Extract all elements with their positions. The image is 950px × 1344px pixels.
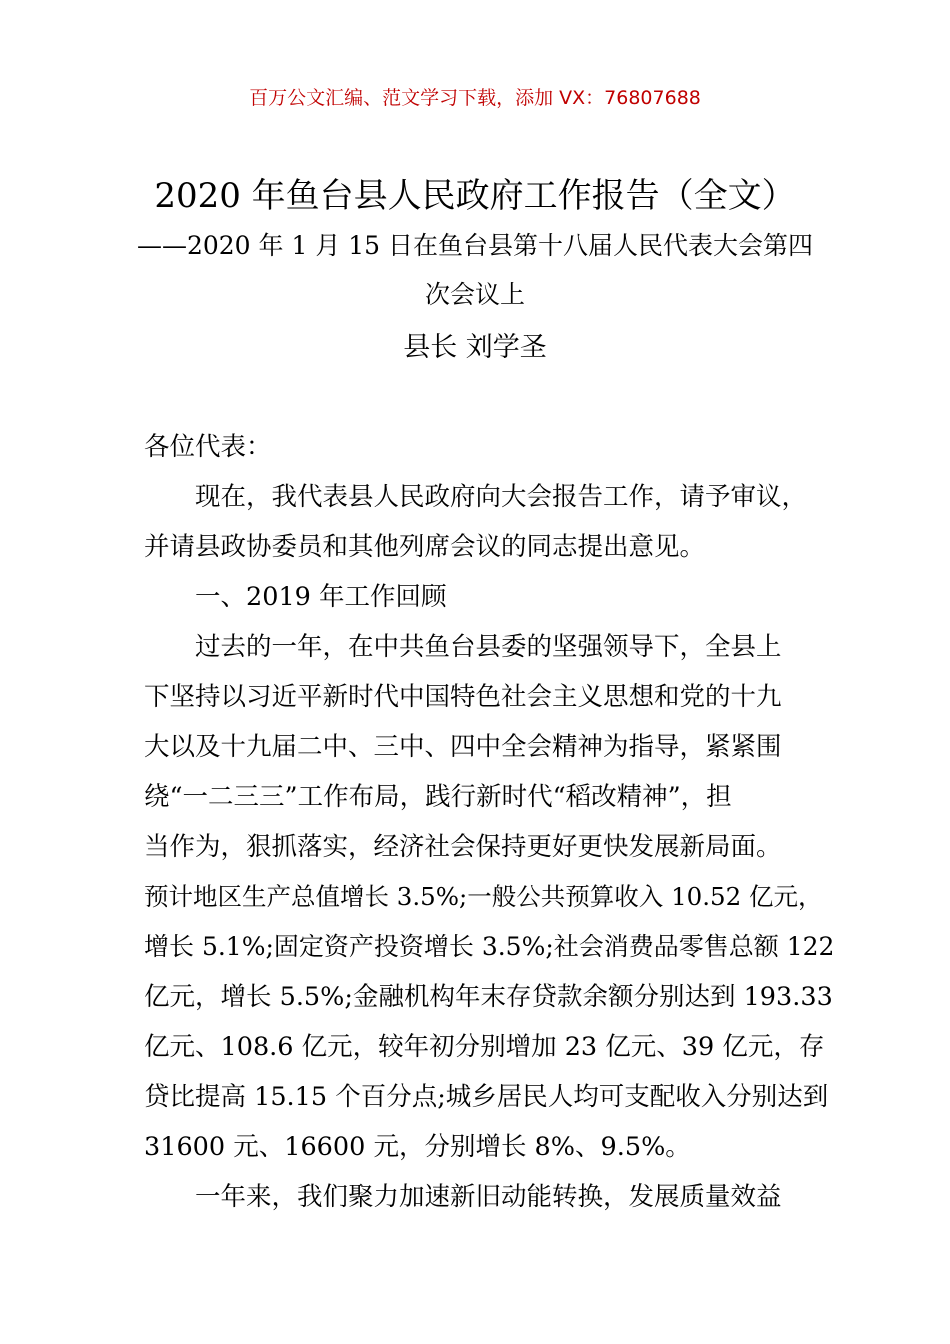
- section-heading-review: [144, 572, 834, 622]
- paragraph-line: 亿元，增长 5.5%;金融机构年末存贷款余额分别达到 193.33: [144, 982, 833, 1012]
- paragraph-intro: [144, 472, 834, 572]
- header-banner: 百万公文汇编、范文学习下载，添加 VX：76807688: [249, 87, 701, 109]
- section-heading-text: 一、2019 年工作回顾: [195, 582, 447, 612]
- paragraph-line: 增长 5.1%;固定资产投资增长 3.5%;社会消费品零售总额 122: [144, 932, 835, 961]
- paragraph-line: 贷比提高 15.15 个百分点;城乡居民人均可支配收入分别达到: [144, 1082, 829, 1112]
- paragraph-line: 下坚持以习近平新时代中国特色社会主义思想和党的十九: [144, 682, 782, 712]
- paragraph-review: [144, 622, 834, 1172]
- document-subtitle-line-1: ——2020 年 1 月 15 日在鱼台县第十八届人民代表大会第四: [136, 231, 814, 260]
- paragraph-line: 大以及十九届二中、三中、四中全会精神为指导，紧紧围: [144, 732, 782, 762]
- paragraph-line: 一年来，我们聚力加速新旧动能转换，发展质量效益: [195, 1182, 782, 1212]
- document-subtitle-line-2: 次会议上: [424, 280, 525, 309]
- paragraph-line: 31600 元、16600 元，分别增长 8%、9.5%。: [144, 1132, 691, 1162]
- paragraph-momentum: [144, 1172, 834, 1222]
- salutation: [144, 422, 834, 472]
- paragraph-line: 现在，我代表县人民政府向大会报告工作，请予审议，: [195, 482, 808, 512]
- paragraph-line: 并请县政协委员和其他列席会议的同志提出意见。: [144, 532, 706, 562]
- document-title: 2020 年鱼台县人民政府工作报告（全文）: [154, 176, 796, 216]
- paragraph-line: 当作为，狠抓落实，经济社会保持更好更快发展新局面。: [144, 832, 782, 862]
- paragraph-line: 绕“一二三三”工作布局，践行新时代“稻改精神”，担: [144, 782, 732, 812]
- document-author: 县长 刘学圣: [403, 332, 547, 363]
- paragraph-line: 预计地区生产总值增长 3.5%;一般公共预算收入 10.52 亿元，: [144, 882, 823, 911]
- paragraph-line: 亿元、108.6 亿元，较年初分别增加 23 亿元、39 亿元，存: [144, 1032, 825, 1062]
- paragraph-line: 过去的一年，在中共鱼台县委的坚强领导下，全县上: [195, 632, 782, 662]
- salutation-text: 各位代表：: [144, 432, 272, 462]
